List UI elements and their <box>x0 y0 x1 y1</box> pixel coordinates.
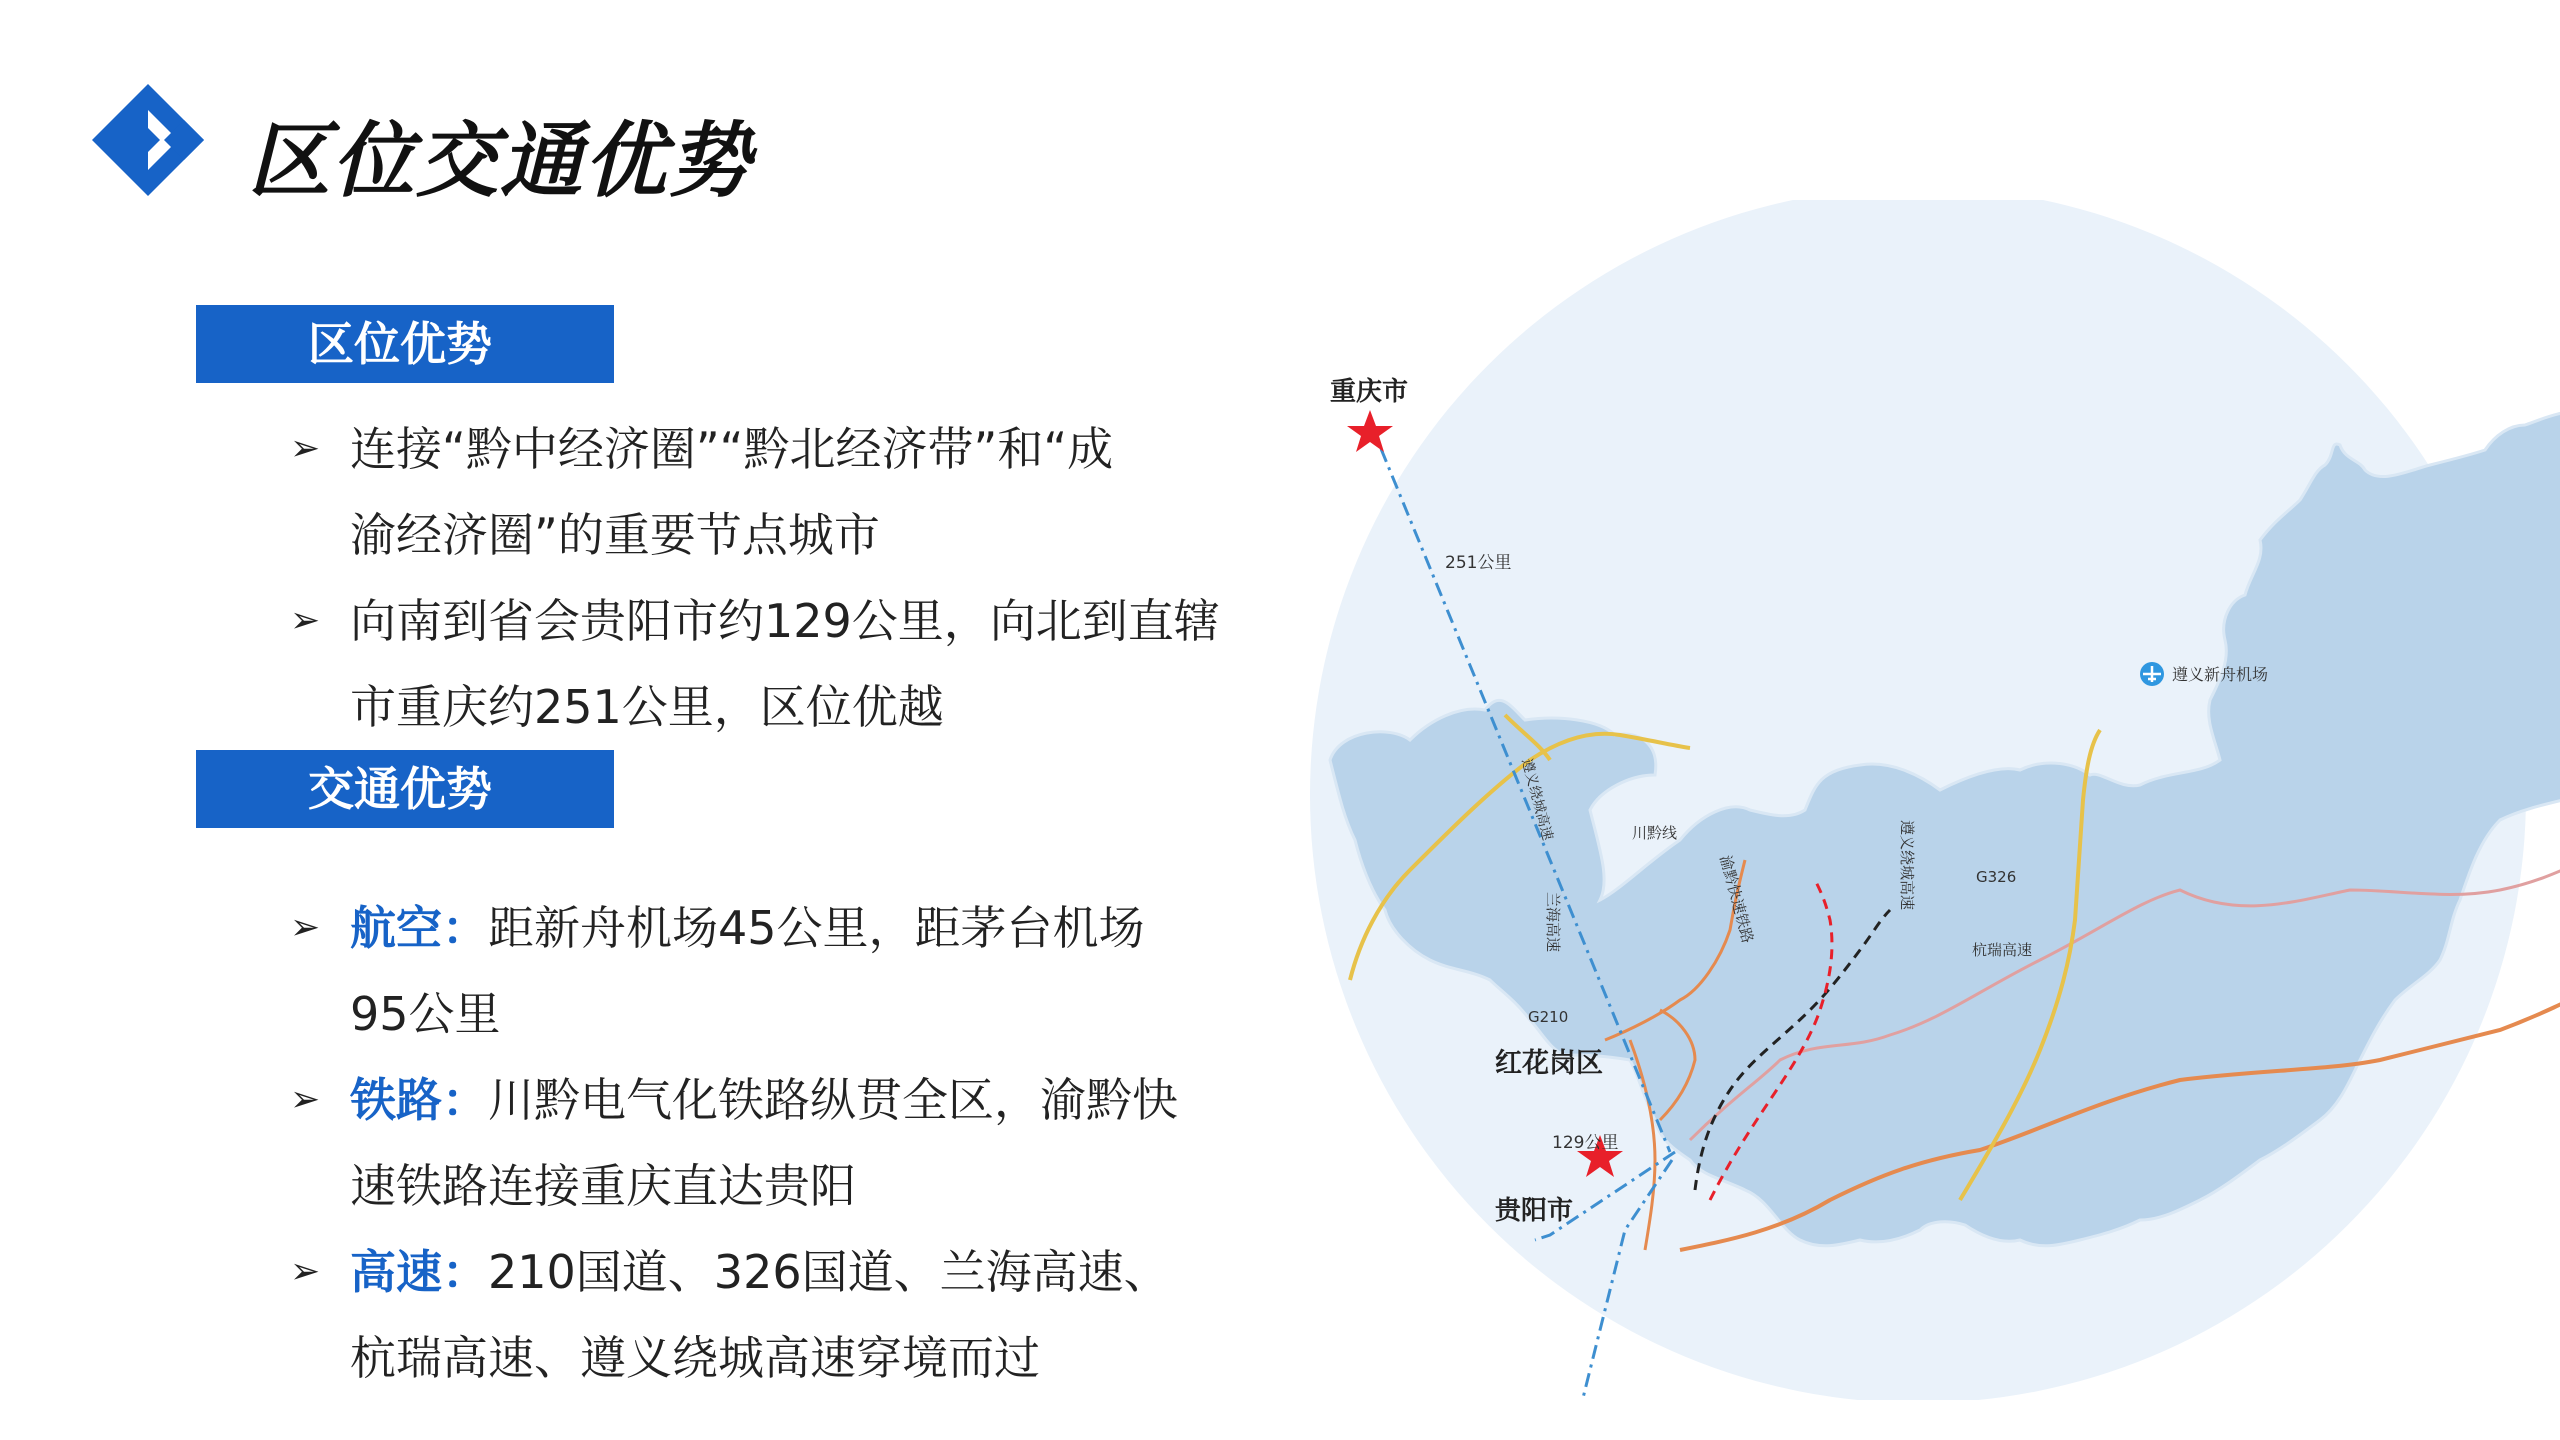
airplane-icon <box>2140 662 2164 686</box>
bullet-key: 铁路： <box>350 1073 488 1127</box>
section-label-transport: 交通优势 <box>196 750 614 828</box>
road-label-hangrui: 杭瑞高速 <box>1972 941 2033 959</box>
bullet-key: 高速： <box>350 1245 488 1299</box>
logo-icon <box>86 80 216 200</box>
road-label-g210: G210 <box>1528 1008 1569 1026</box>
road-label-yuqian: 渝黔快速铁路 <box>1716 853 1757 945</box>
section-label-location: 区位优势 <box>196 305 614 383</box>
road-label-zunyi-bypass-east: 遵义绕城高速 <box>1898 820 1916 911</box>
page-title: 区位交通优势 <box>248 114 752 209</box>
list-item: ➢ 向南到省会贵阳市约129公里，向北到直辖 市重庆约251公里，区位优越 <box>290 578 1220 750</box>
road-label-zunyi-bypass-west: 遵义绕城高速 <box>1518 756 1556 843</box>
arrow-bullet-icon: ➢ <box>290 600 321 641</box>
bullet-key: 航空： <box>350 901 488 955</box>
location-map <box>1300 200 2560 1400</box>
road-label-lanhai: 兰海高速 <box>1544 892 1562 953</box>
list-item: ➢ 铁路：川黔电气化铁路纵贯全区，渝黔快 速铁路连接重庆直达贵阳 <box>290 1057 1178 1229</box>
city-label-chongqing: 重庆市 <box>1330 377 1409 407</box>
arrow-bullet-icon: ➢ <box>290 907 321 948</box>
distance-label-south: 129公里 <box>1552 1133 1619 1153</box>
arrow-bullet-icon: ➢ <box>290 428 321 469</box>
city-label-guiyang: 贵阳市 <box>1495 1196 1574 1226</box>
road-label-g326: G326 <box>1976 868 2017 886</box>
list-item: ➢ 高速：210国道、326国道、兰海高速、 杭瑞高速、遵义绕城高速穿境而过 <box>290 1229 1178 1401</box>
transport-bullet-list <box>290 885 1178 1401</box>
city-label-honghuagang: 红花岗区 <box>1495 1048 1603 1079</box>
arrow-bullet-icon: ➢ <box>290 1079 321 1120</box>
list-item: ➢ 连接“黔中经济圈”“黔北经济带”和“成 渝经济圈”的重要节点城市 <box>290 406 1220 578</box>
chongqing-star-icon <box>1347 410 1393 452</box>
airport-label: 遵义新舟机场 <box>2172 665 2269 684</box>
road-label-chuanqian: 川黔线 <box>1632 824 1678 842</box>
list-item: ➢ 航空：距新舟机场45公里，距茅台机场 95公里 <box>290 885 1178 1057</box>
arrow-bullet-icon: ➢ <box>290 1251 321 1292</box>
location-bullet-list <box>290 406 1220 750</box>
distance-label-north: 251公里 <box>1445 553 1512 573</box>
